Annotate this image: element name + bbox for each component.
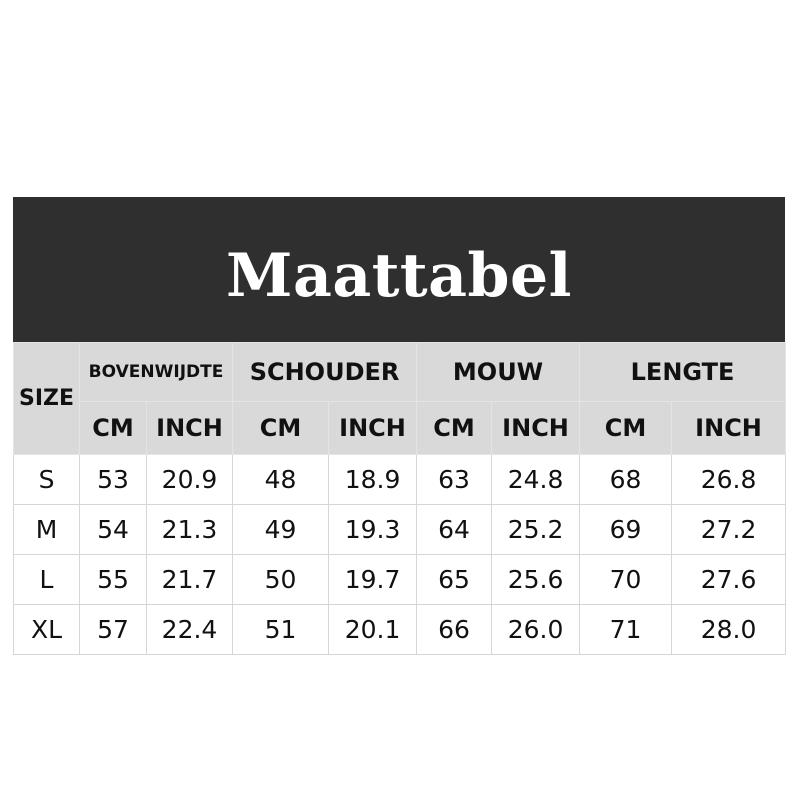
unit-header: INCH — [329, 402, 417, 455]
table-cell: 51 — [233, 605, 329, 655]
table-cell: 19.7 — [329, 555, 417, 605]
table-row — [14, 605, 786, 655]
table-cell: 20.9 — [147, 455, 233, 505]
table-cell: 27.2 — [672, 505, 786, 555]
table-cell: 22.4 — [147, 605, 233, 655]
table-row — [14, 555, 786, 605]
unit-header: CM — [233, 402, 329, 455]
table-cell: 18.9 — [329, 455, 417, 505]
unit-header-row — [14, 402, 786, 455]
table-cell: 24.8 — [492, 455, 580, 505]
table-cell: 25.6 — [492, 555, 580, 605]
unit-header: CM — [80, 402, 147, 455]
table-cell: 68 — [580, 455, 672, 505]
title-banner — [13, 197, 785, 342]
group-header-row — [14, 343, 786, 402]
table-cell: 28.0 — [672, 605, 786, 655]
table-cell: 25.2 — [492, 505, 580, 555]
table-cell: 48 — [233, 455, 329, 505]
table-cell: 21.3 — [147, 505, 233, 555]
table-row — [14, 455, 786, 505]
table-cell: 71 — [580, 605, 672, 655]
table-cell: 53 — [80, 455, 147, 505]
table-cell: 63 — [417, 455, 492, 505]
unit-header: CM — [417, 402, 492, 455]
table-cell: 66 — [417, 605, 492, 655]
table-cell: 55 — [80, 555, 147, 605]
size-label: L — [14, 555, 80, 605]
table-cell: 50 — [233, 555, 329, 605]
table-cell: 69 — [580, 505, 672, 555]
table-cell: 57 — [80, 605, 147, 655]
group-header-bovenwijdte: BOVENWIJDTE — [80, 343, 233, 402]
table-cell: 27.6 — [672, 555, 786, 605]
unit-header: INCH — [147, 402, 233, 455]
table-cell: 20.1 — [329, 605, 417, 655]
table-cell: 70 — [580, 555, 672, 605]
table-cell: 49 — [233, 505, 329, 555]
group-header-lengte: LENGTE — [580, 343, 786, 402]
unit-header: CM — [580, 402, 672, 455]
table-cell: 54 — [80, 505, 147, 555]
table-cell: 21.7 — [147, 555, 233, 605]
table-cell: 65 — [417, 555, 492, 605]
table-row — [14, 505, 786, 555]
unit-header: INCH — [672, 402, 786, 455]
unit-header: INCH — [492, 402, 580, 455]
group-header-mouw: MOUW — [417, 343, 580, 402]
size-table — [13, 342, 786, 655]
chart-title: Maattabel — [226, 240, 572, 311]
table-cell: 26.0 — [492, 605, 580, 655]
size-label: M — [14, 505, 80, 555]
table-cell: 19.3 — [329, 505, 417, 555]
size-label: S — [14, 455, 80, 505]
group-header-schouder: SCHOUDER — [233, 343, 417, 402]
size-header: SIZE — [14, 343, 80, 455]
table-cell: 64 — [417, 505, 492, 555]
size-label: XL — [14, 605, 80, 655]
size-chart — [13, 197, 785, 655]
table-cell: 26.8 — [672, 455, 786, 505]
